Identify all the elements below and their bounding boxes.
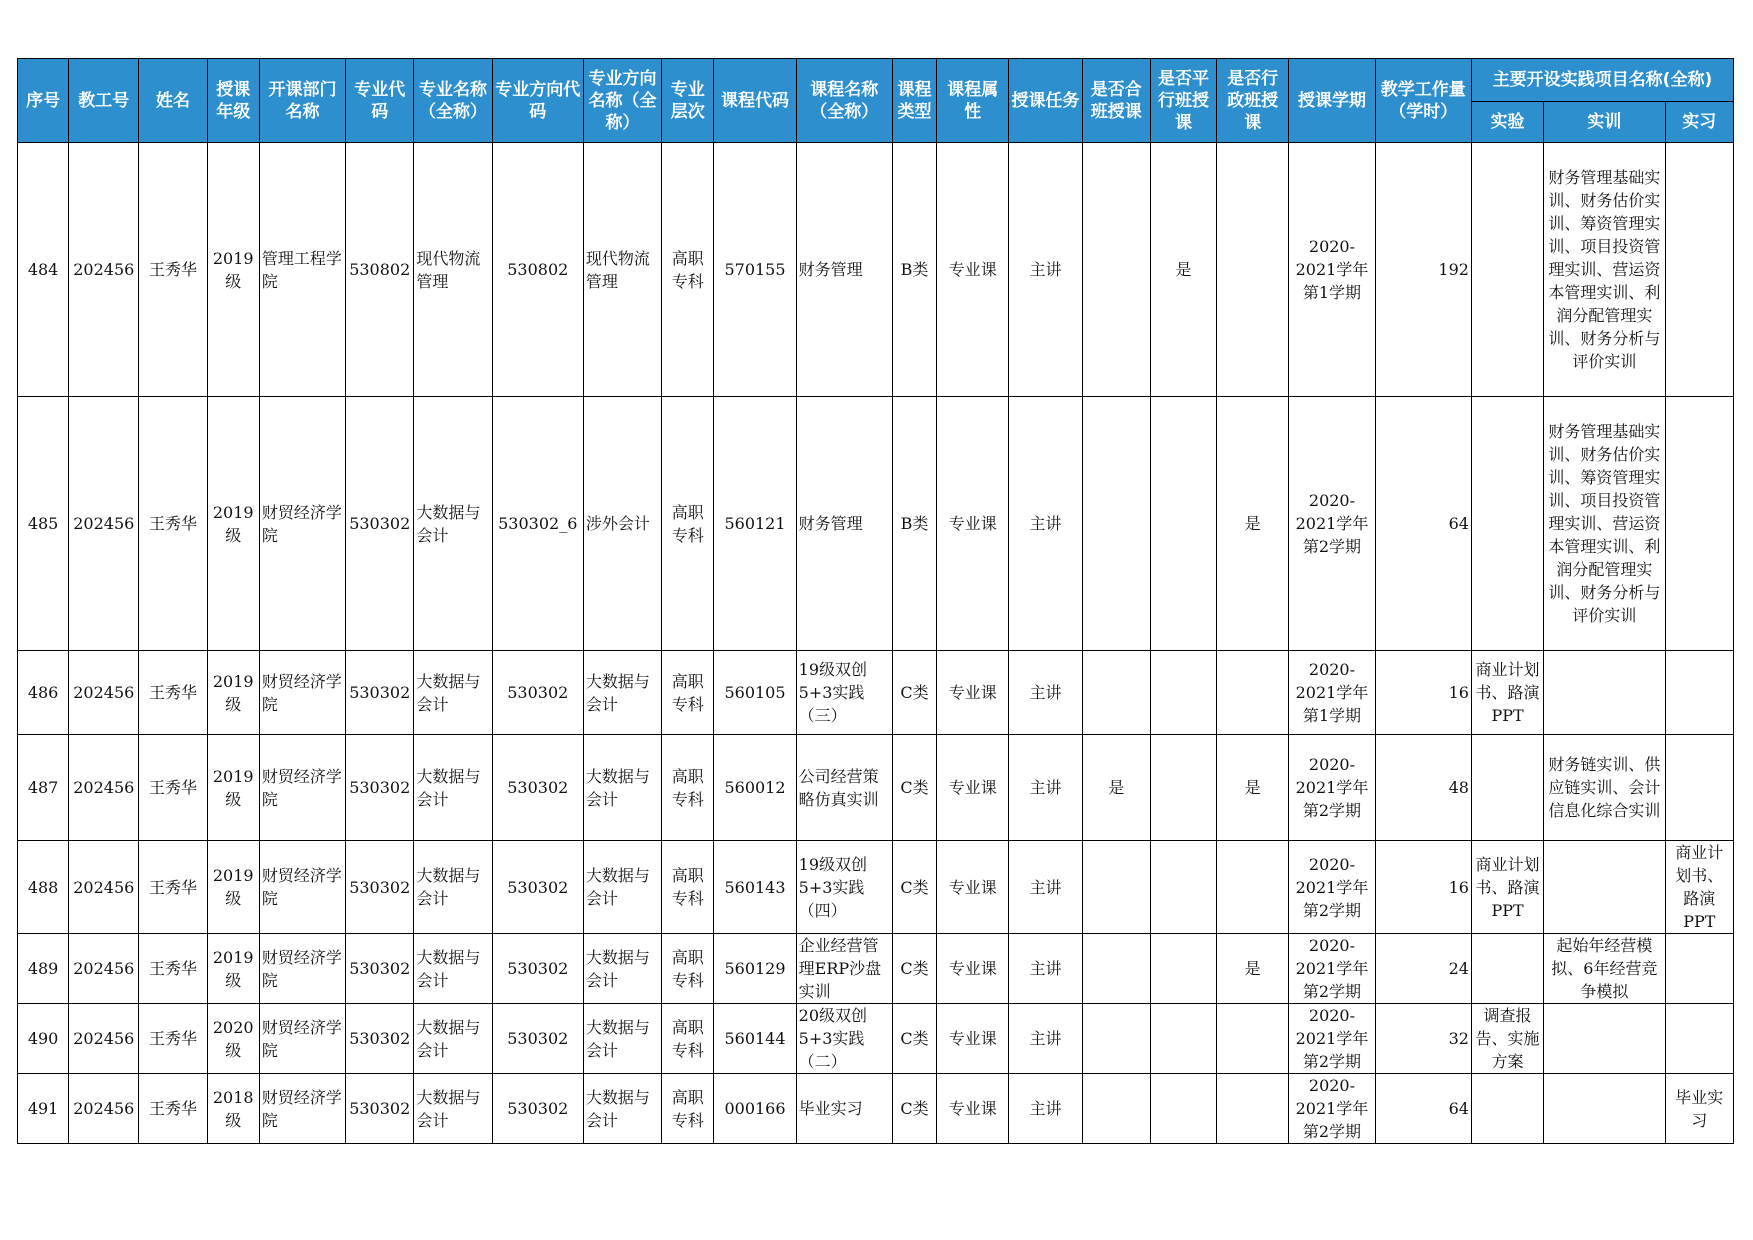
cell-workload: 64 [1375,1074,1471,1144]
table-row [18,651,1734,735]
cell-major-name: 大数据与会计 [414,651,492,735]
cell-level: 高职专科 [662,934,714,1004]
table-row [18,841,1734,934]
cell-level: 高职专科 [662,651,714,735]
cell-internship [1665,1004,1733,1074]
cell-training [1544,841,1665,934]
cell-experiment [1471,735,1543,841]
cell-training: 财务链实训、供应链实训、会计信息化综合实训 [1544,735,1665,841]
cell-course-code: 570155 [714,143,796,397]
header-course-code: 课程代码 [714,59,796,143]
teaching-workload-table [17,58,1734,1144]
cell-admin [1217,1004,1289,1074]
cell-grade: 2020级 [207,1004,259,1074]
cell-grade: 2019级 [207,735,259,841]
cell-seq: 489 [18,934,69,1004]
cell-seq: 484 [18,143,69,397]
cell-direction-name: 现代物流管理 [583,143,661,397]
cell-task: 主讲 [1009,841,1082,934]
cell-internship: 商业计划书、路演PPT [1665,841,1733,934]
cell-parallel [1150,841,1216,934]
cell-seq: 490 [18,1004,69,1074]
cell-course-name: 19级双创5+3实践（三） [796,651,892,735]
cell-grade: 2019级 [207,651,259,735]
header-parallel: 是否平行班授课 [1150,59,1216,143]
cell-teacher-id: 202456 [69,841,139,934]
cell-direction-name: 大数据与会计 [583,1004,661,1074]
spreadsheet-page [17,58,1734,1144]
table-row [18,143,1734,397]
cell-experiment: 商业计划书、路演PPT [1471,651,1543,735]
cell-task: 主讲 [1009,397,1082,651]
cell-parallel [1150,397,1216,651]
cell-workload: 16 [1375,841,1471,934]
cell-name: 王秀华 [139,1004,207,1074]
cell-admin: 是 [1217,735,1289,841]
header-task: 授课任务 [1009,59,1082,143]
cell-dept: 财贸经济学院 [259,735,345,841]
cell-parallel: 是 [1150,143,1216,397]
header-training: 实训 [1544,102,1665,143]
table-row [18,1004,1734,1074]
cell-course-name: 企业经营管理ERP沙盘实训 [796,934,892,1004]
cell-name: 王秀华 [139,651,207,735]
header-course-attr: 课程属性 [937,59,1009,143]
cell-parallel [1150,1004,1216,1074]
cell-course-attr: 专业课 [937,397,1009,651]
cell-seq: 485 [18,397,69,651]
cell-seq: 486 [18,651,69,735]
header-practice-group: 主要开设实践项目名称(全称) [1471,59,1733,102]
cell-major-name: 大数据与会计 [414,841,492,934]
header-teacher-id: 教工号 [69,59,139,143]
header-major-code: 专业代码 [346,59,414,143]
table-body [18,143,1734,1144]
cell-direction-code: 530302 [492,651,583,735]
cell-name: 王秀华 [139,934,207,1004]
cell-parallel [1150,651,1216,735]
header-merged: 是否合班授课 [1082,59,1150,143]
header-course-name: 课程名称（全称） [796,59,892,143]
cell-course-attr: 专业课 [937,841,1009,934]
cell-course-name: 20级双创5+3实践（二） [796,1004,892,1074]
cell-major-code: 530302 [346,735,414,841]
cell-term: 2020-2021学年第2学期 [1289,1004,1375,1074]
cell-admin [1217,841,1289,934]
cell-merged [1082,841,1150,934]
cell-merged [1082,934,1150,1004]
cell-course-code: 560129 [714,934,796,1004]
cell-seq: 491 [18,1074,69,1144]
cell-task: 主讲 [1009,143,1082,397]
cell-level: 高职专科 [662,735,714,841]
cell-level: 高职专科 [662,1074,714,1144]
cell-merged [1082,397,1150,651]
cell-internship [1665,397,1733,651]
cell-course-code: 560105 [714,651,796,735]
cell-teacher-id: 202456 [69,1004,139,1074]
cell-course-type: C类 [892,841,936,934]
cell-internship [1665,934,1733,1004]
cell-course-code: 000166 [714,1074,796,1144]
header-direction-code: 专业方向代码 [492,59,583,143]
cell-experiment [1471,397,1543,651]
cell-experiment [1471,934,1543,1004]
cell-term: 2020-2021学年第2学期 [1289,934,1375,1004]
cell-term: 2020-2021学年第2学期 [1289,1074,1375,1144]
cell-direction-code: 530302_6 [492,397,583,651]
cell-task: 主讲 [1009,934,1082,1004]
cell-major-name: 大数据与会计 [414,1074,492,1144]
cell-course-attr: 专业课 [937,651,1009,735]
cell-major-code: 530302 [346,1074,414,1144]
cell-admin: 是 [1217,934,1289,1004]
header-internship: 实习 [1665,102,1733,143]
cell-major-name: 大数据与会计 [414,1004,492,1074]
table-row [18,397,1734,651]
cell-workload: 64 [1375,397,1471,651]
table-row [18,735,1734,841]
cell-experiment [1471,1074,1543,1144]
cell-task: 主讲 [1009,1074,1082,1144]
cell-major-code: 530302 [346,397,414,651]
cell-training [1544,1004,1665,1074]
cell-training: 财务管理基础实训、财务估价实训、筹资管理实训、项目投资管理实训、营运资本管理实训、利润分配管理实训、财务分析与评价实训 [1544,143,1665,397]
cell-workload: 32 [1375,1004,1471,1074]
cell-direction-name: 大数据与会计 [583,934,661,1004]
cell-direction-code: 530302 [492,1074,583,1144]
cell-direction-code: 530302 [492,1004,583,1074]
cell-level: 高职专科 [662,1004,714,1074]
cell-merged [1082,651,1150,735]
cell-direction-name: 大数据与会计 [583,735,661,841]
cell-course-name: 财务管理 [796,143,892,397]
cell-term: 2020-2021学年第2学期 [1289,841,1375,934]
cell-internship [1665,651,1733,735]
cell-major-name: 大数据与会计 [414,397,492,651]
cell-training: 起始年经营模拟、6年经营竞争模拟 [1544,934,1665,1004]
cell-internship: 毕业实习 [1665,1074,1733,1144]
cell-course-name: 19级双创5+3实践（四） [796,841,892,934]
cell-course-attr: 专业课 [937,1074,1009,1144]
header-major-name: 专业名称（全称） [414,59,492,143]
cell-training [1544,651,1665,735]
cell-major-code: 530302 [346,841,414,934]
cell-dept: 财贸经济学院 [259,1074,345,1144]
cell-workload: 24 [1375,934,1471,1004]
cell-term: 2020-2021学年第2学期 [1289,397,1375,651]
cell-major-code: 530302 [346,1004,414,1074]
cell-dept: 财贸经济学院 [259,841,345,934]
cell-course-type: C类 [892,651,936,735]
cell-task: 主讲 [1009,735,1082,841]
cell-course-code: 560144 [714,1004,796,1074]
cell-direction-code: 530302 [492,934,583,1004]
cell-teacher-id: 202456 [69,1074,139,1144]
cell-major-code: 530302 [346,934,414,1004]
cell-workload: 192 [1375,143,1471,397]
cell-training: 财务管理基础实训、财务估价实训、筹资管理实训、项目投资管理实训、营运资本管理实训、利润分配管理实训、财务分析与评价实训 [1544,397,1665,651]
cell-admin [1217,651,1289,735]
cell-direction-name: 大数据与会计 [583,1074,661,1144]
header-workload: 教学工作量（学时） [1375,59,1471,143]
cell-course-attr: 专业课 [937,1004,1009,1074]
cell-course-type: B类 [892,397,936,651]
cell-name: 王秀华 [139,735,207,841]
cell-direction-name: 大数据与会计 [583,651,661,735]
cell-admin [1217,1074,1289,1144]
cell-dept: 管理工程学院 [259,143,345,397]
table-row [18,934,1734,1004]
cell-parallel [1150,934,1216,1004]
cell-teacher-id: 202456 [69,735,139,841]
table-row [18,1074,1734,1144]
cell-workload: 48 [1375,735,1471,841]
cell-grade: 2019级 [207,934,259,1004]
cell-major-name: 大数据与会计 [414,934,492,1004]
cell-seq: 487 [18,735,69,841]
header-admin: 是否行政班授课 [1217,59,1289,143]
cell-parallel [1150,1074,1216,1144]
cell-level: 高职专科 [662,841,714,934]
cell-course-type: C类 [892,1004,936,1074]
cell-dept: 财贸经济学院 [259,397,345,651]
header-direction-name: 专业方向名称（全称） [583,59,661,143]
cell-direction-code: 530302 [492,735,583,841]
cell-course-code: 560143 [714,841,796,934]
cell-term: 2020-2021学年第1学期 [1289,143,1375,397]
cell-task: 主讲 [1009,1004,1082,1074]
table-header [18,59,1734,143]
cell-experiment [1471,143,1543,397]
cell-experiment: 商业计划书、路演PPT [1471,841,1543,934]
cell-teacher-id: 202456 [69,397,139,651]
cell-dept: 财贸经济学院 [259,651,345,735]
cell-course-type: C类 [892,735,936,841]
cell-dept: 财贸经济学院 [259,934,345,1004]
cell-course-name: 毕业实习 [796,1074,892,1144]
cell-course-type: C类 [892,1074,936,1144]
cell-major-name: 现代物流管理 [414,143,492,397]
header-term: 授课学期 [1289,59,1375,143]
cell-merged [1082,1074,1150,1144]
cell-name: 王秀华 [139,143,207,397]
cell-admin [1217,143,1289,397]
cell-grade: 2018级 [207,1074,259,1144]
header-name: 姓名 [139,59,207,143]
cell-parallel [1150,735,1216,841]
cell-name: 王秀华 [139,397,207,651]
cell-level: 高职专科 [662,143,714,397]
header-seq: 序号 [18,59,69,143]
cell-course-code: 560012 [714,735,796,841]
cell-direction-code: 530802 [492,143,583,397]
header-level: 专业层次 [662,59,714,143]
cell-internship [1665,143,1733,397]
cell-internship [1665,735,1733,841]
header-grade: 授课年级 [207,59,259,143]
cell-direction-name: 涉外会计 [583,397,661,651]
cell-grade: 2019级 [207,841,259,934]
header-dept: 开课部门名称 [259,59,345,143]
cell-training [1544,1074,1665,1144]
header-course-type: 课程类型 [892,59,936,143]
header-experiment: 实验 [1471,102,1543,143]
cell-level: 高职专科 [662,397,714,651]
cell-workload: 16 [1375,651,1471,735]
cell-task: 主讲 [1009,651,1082,735]
cell-name: 王秀华 [139,1074,207,1144]
cell-admin: 是 [1217,397,1289,651]
cell-seq: 488 [18,841,69,934]
cell-course-name: 财务管理 [796,397,892,651]
cell-grade: 2019级 [207,397,259,651]
cell-name: 王秀华 [139,841,207,934]
cell-grade: 2019级 [207,143,259,397]
cell-major-name: 大数据与会计 [414,735,492,841]
cell-course-type: C类 [892,934,936,1004]
cell-experiment: 调查报告、实施方案 [1471,1004,1543,1074]
cell-course-type: B类 [892,143,936,397]
cell-term: 2020-2021学年第2学期 [1289,735,1375,841]
cell-direction-code: 530302 [492,841,583,934]
cell-merged [1082,1004,1150,1074]
cell-merged [1082,143,1150,397]
cell-course-attr: 专业课 [937,735,1009,841]
cell-major-code: 530802 [346,143,414,397]
cell-teacher-id: 202456 [69,651,139,735]
cell-direction-name: 大数据与会计 [583,841,661,934]
cell-term: 2020-2021学年第1学期 [1289,651,1375,735]
cell-course-code: 560121 [714,397,796,651]
cell-course-attr: 专业课 [937,143,1009,397]
cell-teacher-id: 202456 [69,934,139,1004]
cell-course-attr: 专业课 [937,934,1009,1004]
cell-teacher-id: 202456 [69,143,139,397]
cell-major-code: 530302 [346,651,414,735]
cell-course-name: 公司经营策略仿真实训 [796,735,892,841]
cell-merged: 是 [1082,735,1150,841]
cell-dept: 财贸经济学院 [259,1004,345,1074]
